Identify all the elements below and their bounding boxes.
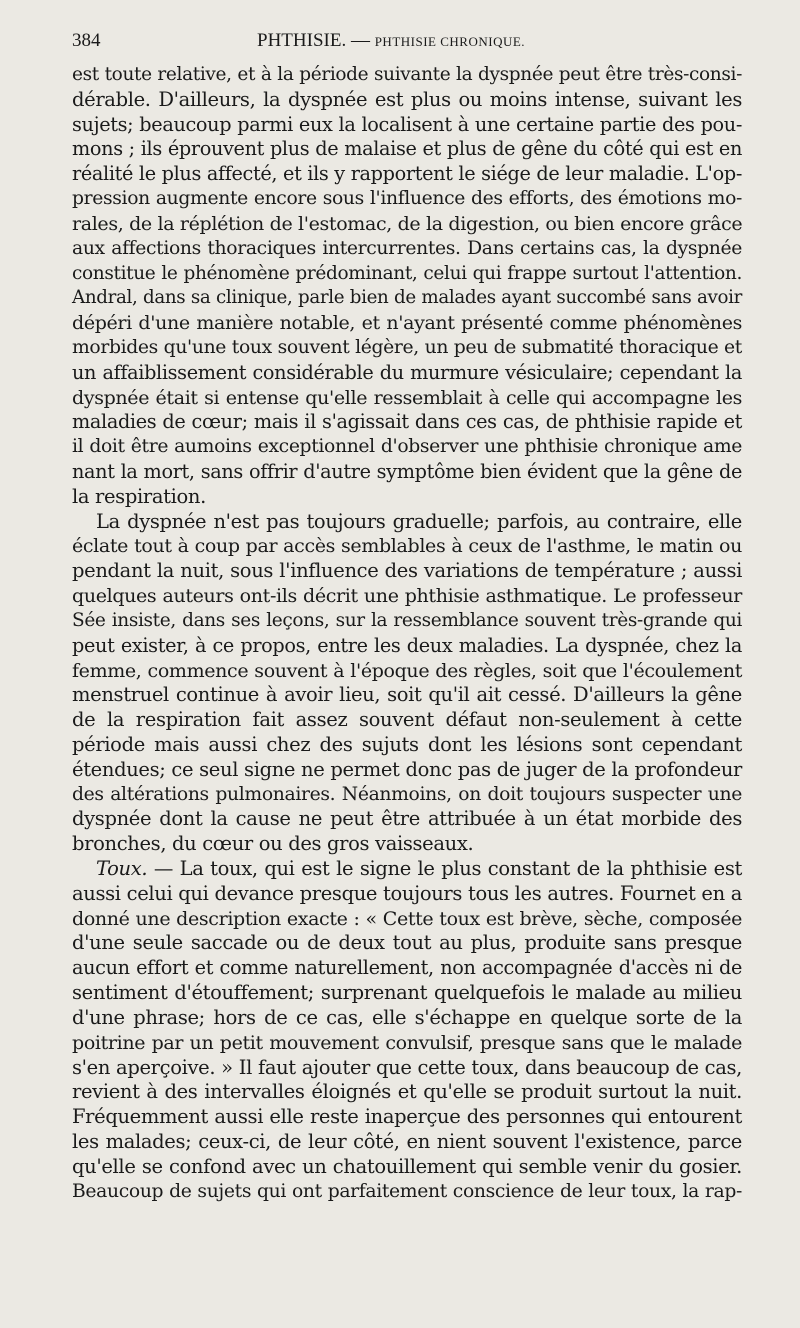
text-line: un affaiblissement considérable du murmure vésiculaire; cependant la: [72, 360, 742, 384]
text-line: pendant la nuit, sous l'influence des variations de température ; aussi: [72, 559, 742, 583]
text-line: réalité le plus affecté, et ils y rapportent le siége de leur maladie. L'op-: [72, 162, 742, 186]
text-line: étendues; ce seul signe ne permet donc pas de juger de la profondeur: [72, 757, 742, 781]
running-head-title: PHTHISIE.: [257, 30, 347, 51]
text-line: période mais aussi chez des sujuts dont les lésions sont cependant: [72, 732, 742, 756]
text-line: dyspnée était si entense qu'elle ressemblait à celle qui accompagne les: [72, 386, 742, 409]
text-line: dyspnée dont la cause ne peut être attribuée à un état morbide des: [72, 807, 742, 831]
text-line: peut exister, à ce propos, entre les deux maladies. La dyspnée, chez la: [72, 633, 742, 657]
text-line: de la respiration fait assez souvent défaut non-seulement à cette: [72, 708, 742, 732]
text-line: mons ; ils éprouvent plus de malaise et plus de gêne du côté qui est en: [72, 137, 742, 161]
text-line: donné une description exacte : « Cette toux est brève, sèche, composée: [72, 907, 742, 930]
text-line: Andral, dans sa clinique, parle bien de malades ayant succombé sans avoir: [72, 287, 742, 309]
text-line: qu'elle se confond avec un chatouillement qui semble venir du gosier.: [72, 1154, 742, 1178]
text-line: maladies de cœur; mais il s'agissait dans ces cas, de phthisie rapide et: [72, 410, 742, 434]
text-line: nant la mort, sans offrir d'autre symptôme bien évident que la gêne de: [72, 460, 742, 483]
text-line: les malades; ceux-ci, de leur côté, en nient souvent l'existence, parce: [72, 1129, 742, 1153]
text-line: d'une seule saccade ou de deux tout au plus, produite sans presque: [72, 931, 742, 955]
running-head: [257, 30, 525, 52]
text-line: quelques auteurs ont-ils décrit une phthisie asthmatique. Le professeur: [72, 585, 742, 608]
running-head-subtitle: PHTHISIE CHRONIQUE.: [374, 34, 526, 49]
page-header: [72, 30, 742, 58]
text-line: femme, commence souvent à l'époque des règles, soit que l'écoulement: [72, 659, 742, 682]
text-line: pression augmente encore sous l'influence des efforts, des émotions mo-: [72, 188, 742, 210]
text-line: éclate tout à coup par accès semblables à ceux de l'asthme, le matin ou: [72, 535, 742, 558]
running-head-dash: —: [350, 30, 370, 51]
text-line: La dyspnée n'est pas toujours graduelle; parfois, au contraire, elle: [96, 509, 742, 533]
text-line: s'en aperçoive. » Il faut ajouter que cette toux, dans beaucoup de cas,: [72, 1055, 742, 1079]
text-line: sujets; beaucoup parmi eux la localisent à une certaine partie des pou-: [72, 112, 742, 136]
page-number: 384: [72, 30, 101, 51]
text-line: — La toux, qui est le signe le plus constant de la phthisie est: [153, 857, 742, 880]
body-text: [72, 63, 742, 1204]
text-line: poitrine par un petit mouvement convulsif, presque sans que le malade: [72, 1031, 742, 1054]
text-line: aux affections thoraciques intercurrentes. Dans certains cas, la dyspnée: [72, 237, 742, 259]
text-line: d'une phrase; hors de ce cas, elle s'échappe en quelque sorte de la: [72, 1005, 742, 1029]
text-line: revient à des intervalles éloignés et qu'elle se produit surtout la nuit.: [72, 1080, 742, 1104]
text-line: rales, de la réplétion de l'estomac, de la digestion, ou bien encore grâce: [72, 212, 743, 235]
text-line: la respiration.: [72, 484, 206, 508]
text-line: menstruel continue à avoir lieu, soit qu'il ait cessé. D'ailleurs la gêne: [72, 683, 742, 707]
text-line: morbides qu'une toux souvent légère, un peu de submatité thoracique et: [72, 336, 742, 358]
text-line: Beaucoup de sujets qui ont parfaitement conscience de leur toux, la rap-: [72, 1180, 742, 1202]
text-line: aussi celui qui devance presque toujours tous les autres. Fournet en a: [72, 881, 742, 905]
toux-paragraph-first-line: [72, 857, 742, 882]
text-line: bronches, du cœur ou des gros vaisseaux.: [72, 832, 474, 856]
text-line: sentiment d'étouffement; surprenant quelquefois le malade au milieu: [72, 981, 742, 1005]
text-line: dépéri d'une manière notable, et n'ayant présenté comme phénomènes: [72, 312, 742, 335]
text-line: constitue le phénomène prédominant, celui qui frappe surtout l'attention.: [72, 262, 742, 284]
text-line: est toute relative, et à la période suivante la dyspnée peut être très-consi-: [72, 64, 742, 85]
text-line: des altérations pulmonaires. Néanmoins, on doit toujours suspecter une: [72, 783, 742, 805]
text-line: aucun effort et comme naturellement, non accompagnée d'accès ni de: [72, 956, 742, 980]
text-line: Sée insiste, dans ses leçons, sur la ressemblance souvent très-grande qui: [72, 609, 742, 631]
text-line: il doit être aumoins exceptionnel d'observer une phthisie chronique ame: [72, 436, 742, 458]
toux-label: Toux.: [96, 857, 148, 880]
text-line: Fréquemment aussi elle reste inaperçue des personnes qui entourent: [72, 1105, 742, 1129]
text-line: dérable. D'ailleurs, la dyspnée est plus ou moins intense, suivant les: [72, 87, 742, 111]
